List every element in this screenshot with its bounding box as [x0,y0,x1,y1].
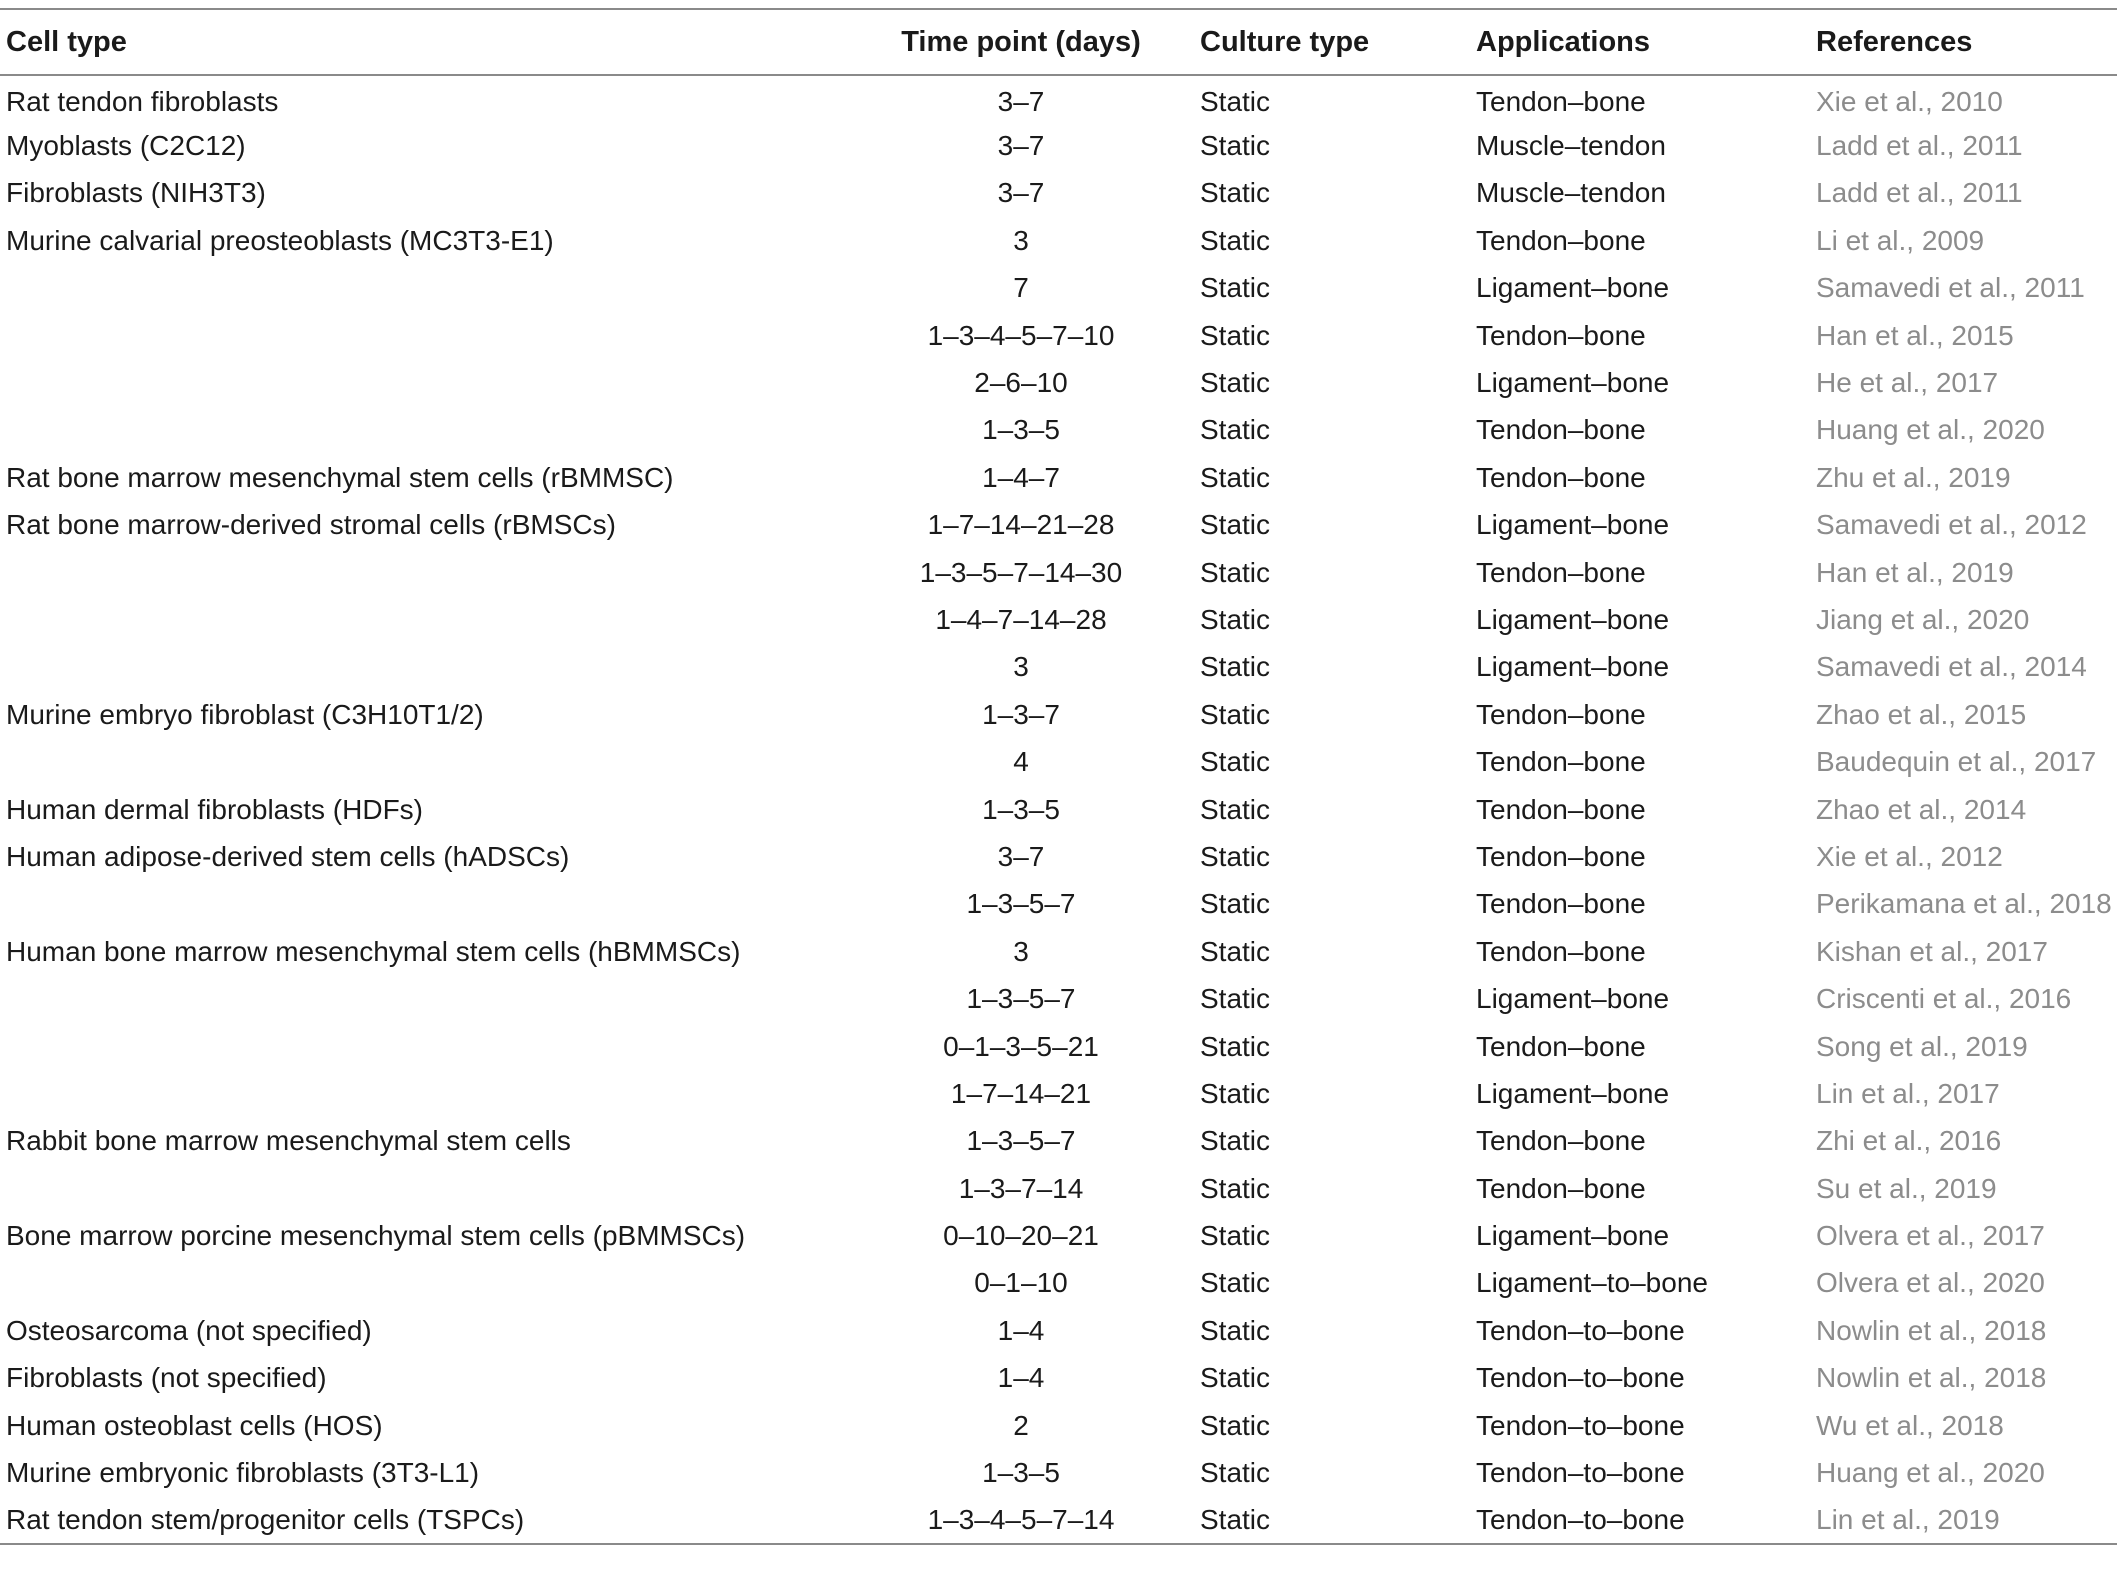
table-row [0,1355,2117,1402]
cell-type-cell [0,549,848,596]
time-point-cell: 1–3–4–5–7–14 [927,1503,1115,1535]
reference-link[interactable]: Zhu et al., 2019 [1816,461,2011,493]
table-row [0,928,2117,975]
application-cell: Ligament–bone [1476,1077,1670,1109]
culture-type-cell: Static [1200,603,1271,635]
application-cell: Ligament–bone [1476,603,1670,635]
cell-type-cell [0,881,848,928]
culture-type-cell: Static [1200,272,1271,304]
time-point-cell: 1–3–5 [982,793,1060,825]
application-cell: Tendon–bone [1476,888,1646,920]
application-cell: Tendon–bone [1476,793,1646,825]
application-cell: Ligament–bone [1476,509,1670,541]
culture-type-cell: Static [1200,793,1271,825]
cell-type-cell: Human osteoblast cells (HOS) [6,1409,383,1441]
reference-link[interactable]: Lin et al., 2019 [1816,1503,2000,1535]
reference-link[interactable]: Olvera et al., 2020 [1816,1267,2045,1299]
table-row [0,75,2117,122]
cell-type-cell [0,738,848,785]
culture-type-cell: Static [1200,509,1271,541]
culture-type-cell: Static [1200,1125,1271,1157]
reference-link[interactable]: Han et al., 2019 [1816,556,2014,588]
reference-link[interactable]: Jiang et al., 2020 [1816,603,2030,635]
table-row [0,265,2117,312]
application-cell: Tendon–bone [1476,224,1646,256]
header-applications: Applications [1476,25,1651,58]
reference-link[interactable]: Samavedi et al., 2011 [1816,272,2085,304]
table-row [0,596,2117,643]
reference-link[interactable]: Lin et al., 2017 [1816,1077,2000,1109]
culture-type-cell: Static [1200,1314,1271,1346]
reference-link[interactable]: Perikamana et al., 2018 [1816,888,2112,920]
time-point-cell: 3–7 [997,130,1045,162]
reference-link[interactable]: Samavedi et al., 2014 [1816,651,2087,683]
reference-link[interactable]: Zhao et al., 2015 [1816,698,2027,730]
time-point-cell: 1–3–5 [982,414,1060,446]
table-row [0,644,2117,691]
cell-type-cell [0,596,848,643]
cell-type-cell [0,312,848,359]
culture-type-cell: Static [1200,414,1271,446]
time-point-cell: 3 [1013,651,1029,683]
cell-type-cell: Myoblasts (C2C12) [6,130,246,162]
table-row [0,359,2117,406]
reference-link[interactable]: Kishan et al., 2017 [1816,935,2048,967]
culture-type-cell: Static [1200,1267,1271,1299]
reference-link[interactable]: He et al., 2017 [1816,367,1999,399]
header-time-point: Time point (days) [901,25,1141,58]
table-row [0,1070,2117,1117]
reference-link[interactable]: Song et al., 2019 [1816,1030,2028,1062]
application-cell: Tendon–bone [1476,1172,1646,1204]
time-point-cell: 2–6–10 [974,367,1068,399]
cell-culture-table-container [0,8,2117,1545]
time-point-cell: 1–3–5–7 [966,1125,1076,1157]
cell-type-cell: Rat bone marrow-derived stromal cells (rBMSCs) [6,509,616,541]
reference-link[interactable]: Olvera et al., 2017 [1816,1220,2045,1252]
application-cell: Tendon–bone [1476,319,1646,351]
table-row [0,1402,2117,1449]
table-row [0,1212,2117,1259]
reference-link[interactable]: Samavedi et al., 2012 [1816,509,2087,541]
reference-link[interactable]: Xie et al., 2010 [1816,86,2003,118]
time-point-cell: 3–7 [997,840,1045,872]
culture-type-cell: Static [1200,367,1271,399]
culture-type-cell: Static [1200,651,1271,683]
table-row [0,1307,2117,1354]
cell-type-cell: Human adipose-derived stem cells (hADSCs) [6,840,570,872]
cell-type-cell [0,644,848,691]
reference-link[interactable]: Huang et al., 2020 [1816,1457,2045,1489]
table-row [0,170,2117,217]
time-point-cell: 1–3–7–14 [958,1172,1084,1204]
cell-type-cell: Murine embryonic fibroblasts (3T3-L1) [6,1457,480,1489]
time-point-cell: 1–7–14–21–28 [927,509,1115,541]
table-row [0,691,2117,738]
application-cell: Tendon–bone [1476,698,1646,730]
culture-type-cell: Static [1200,746,1271,778]
reference-link[interactable]: Xie et al., 2012 [1816,840,2003,872]
table-row [0,786,2117,833]
reference-link[interactable]: Huang et al., 2020 [1816,414,2045,446]
cell-type-cell: Fibroblasts (NIH3T3) [6,177,266,209]
cell-type-cell: Rat tendon stem/progenitor cells (TSPCs) [6,1503,525,1535]
time-point-cell: 1–3–5–7–14–30 [919,556,1123,588]
time-point-cell: 1–7–14–21 [950,1077,1092,1109]
reference-link[interactable]: Zhi et al., 2016 [1816,1125,2002,1157]
reference-link[interactable]: Li et al., 2009 [1816,224,1985,256]
table-row [0,738,2117,785]
cell-type-cell: Rat bone marrow mesenchymal stem cells (rBMMSC) [6,461,674,493]
cell-type-cell: Murine embryo fibroblast (C3H10T1/2) [6,698,484,730]
time-point-cell: 1–4 [997,1362,1045,1394]
application-cell: Tendon–bone [1476,556,1646,588]
culture-type-cell: Static [1200,1409,1271,1441]
time-point-cell: 0–1–3–5–21 [943,1030,1099,1062]
culture-type-cell: Static [1200,461,1271,493]
culture-type-cell: Static [1200,224,1271,256]
reference-link[interactable]: Han et al., 2015 [1816,319,2014,351]
reference-link[interactable]: Wu et al., 2018 [1816,1409,2004,1441]
application-cell: Ligament–bone [1476,1220,1670,1252]
cell-type-cell [0,975,848,1022]
culture-type-cell: Static [1200,698,1271,730]
time-point-cell: 3 [1013,935,1029,967]
header-references: References [1816,25,1973,58]
application-cell: Muscle–tendon [1476,130,1666,162]
table-row [0,1023,2117,1070]
culture-type-cell: Static [1200,86,1271,118]
table-row [0,217,2117,264]
culture-type-cell: Static [1200,130,1271,162]
cell-type-cell: Human bone marrow mesenchymal stem cells (hBMMSCs) [6,935,741,967]
application-cell: Ligament–bone [1476,272,1670,304]
table-row [0,1165,2117,1212]
time-point-cell: 2 [1013,1409,1029,1441]
table-row [0,454,2117,501]
time-point-cell: 1–3–4–5–7–10 [927,319,1115,351]
cell-type-cell: Fibroblasts (not specified) [6,1362,327,1394]
culture-type-cell: Static [1200,1503,1271,1535]
time-point-cell: 0–1–10 [974,1267,1068,1299]
time-point-cell: 0–10–20–21 [943,1220,1099,1252]
culture-type-cell: Static [1200,840,1271,872]
table-row [0,312,2117,359]
cell-type-cell [0,1023,848,1070]
table-body [0,75,2117,1544]
table-header [0,9,2117,75]
table-row [0,1260,2117,1307]
cell-culture-table [0,8,2117,1545]
table-row [0,122,2117,169]
reference-link[interactable]: Zhao et al., 2014 [1816,793,2027,825]
application-cell: Tendon–to–bone [1476,1362,1685,1394]
application-cell: Tendon–bone [1476,746,1646,778]
time-point-cell: 1–3–5–7 [966,888,1076,920]
application-cell: Ligament–to–bone [1476,1267,1708,1299]
table-row [0,1118,2117,1165]
cell-type-cell: Human dermal fibroblasts (HDFs) [6,793,423,825]
table-row [0,1497,2117,1544]
reference-link[interactable]: Nowlin et al., 2018 [1816,1362,2047,1394]
time-point-cell: 7 [1013,272,1029,304]
table-row [0,881,2117,928]
application-cell: Tendon–to–bone [1476,1409,1685,1441]
application-cell: Tendon–to–bone [1476,1503,1685,1535]
cell-type-cell: Rat tendon fibroblasts [6,86,279,118]
time-point-cell: 1–4–7–14–28 [935,603,1107,635]
application-cell: Tendon–bone [1476,461,1646,493]
application-cell: Ligament–bone [1476,367,1670,399]
cell-type-cell [0,1165,848,1212]
reference-link[interactable]: Nowlin et al., 2018 [1816,1314,2047,1346]
time-point-cell: 3–7 [997,177,1045,209]
culture-type-cell: Static [1200,935,1271,967]
cell-type-cell [0,407,848,454]
cell-type-cell: Murine calvarial preosteoblasts (MC3T3-E1) [6,224,554,256]
application-cell: Tendon–bone [1476,935,1646,967]
application-cell: Tendon–bone [1476,86,1646,118]
time-point-cell: 1–4 [997,1314,1045,1346]
culture-type-cell: Static [1200,319,1271,351]
culture-type-cell: Static [1200,983,1271,1015]
time-point-cell: 4 [1013,746,1029,778]
time-point-cell: 3 [1013,224,1029,256]
time-point-cell: 3–7 [997,86,1045,118]
culture-type-cell: Static [1200,1457,1271,1489]
application-cell: Tendon–to–bone [1476,1314,1685,1346]
culture-type-cell: Static [1200,1220,1271,1252]
reference-link[interactable]: Baudequin et al., 2017 [1816,746,2097,778]
culture-type-cell: Static [1200,1172,1271,1204]
culture-type-cell: Static [1200,1077,1271,1109]
application-cell: Ligament–bone [1476,983,1670,1015]
culture-type-cell: Static [1200,1362,1271,1394]
application-cell: Tendon–to–bone [1476,1457,1685,1489]
application-cell: Tendon–bone [1476,1030,1646,1062]
application-cell: Tendon–bone [1476,1125,1646,1157]
time-point-cell: 1–3–5 [982,1457,1060,1489]
header-culture-type: Culture type [1200,25,1370,58]
application-cell: Ligament–bone [1476,651,1670,683]
header-cell-type: Cell type [6,25,127,58]
reference-link[interactable]: Su et al., 2019 [1816,1172,1997,1204]
cell-type-cell [0,1070,848,1117]
cell-type-cell: Osteosarcoma (not specified) [6,1314,372,1346]
reference-link[interactable]: Ladd et al., 2011 [1816,130,2023,162]
reference-link[interactable]: Criscenti et al., 2016 [1816,983,2072,1015]
application-cell: Tendon–bone [1476,414,1646,446]
cell-type-cell: Bone marrow porcine mesenchymal stem cells (pBMMSCs) [6,1220,746,1252]
time-point-cell: 1–4–7 [982,461,1060,493]
cell-type-cell [0,359,848,406]
culture-type-cell: Static [1200,1030,1271,1062]
culture-type-cell: Static [1200,888,1271,920]
application-cell: Tendon–bone [1476,840,1646,872]
table-row [0,975,2117,1022]
culture-type-cell: Static [1200,556,1271,588]
time-point-cell: 1–3–7 [982,698,1060,730]
table-row [0,407,2117,454]
table-row [0,549,2117,596]
application-cell: Muscle–tendon [1476,177,1666,209]
cell-type-cell [0,1260,848,1307]
table-row [0,502,2117,549]
table-row [0,833,2117,880]
time-point-cell: 1–3–5–7 [966,983,1076,1015]
culture-type-cell: Static [1200,177,1271,209]
cell-type-cell [0,265,848,312]
header-row [0,9,2117,75]
table-row [0,1449,2117,1496]
reference-link[interactable]: Ladd et al., 2011 [1816,177,2023,209]
cell-type-cell: Rabbit bone marrow mesenchymal stem cells [6,1125,571,1157]
